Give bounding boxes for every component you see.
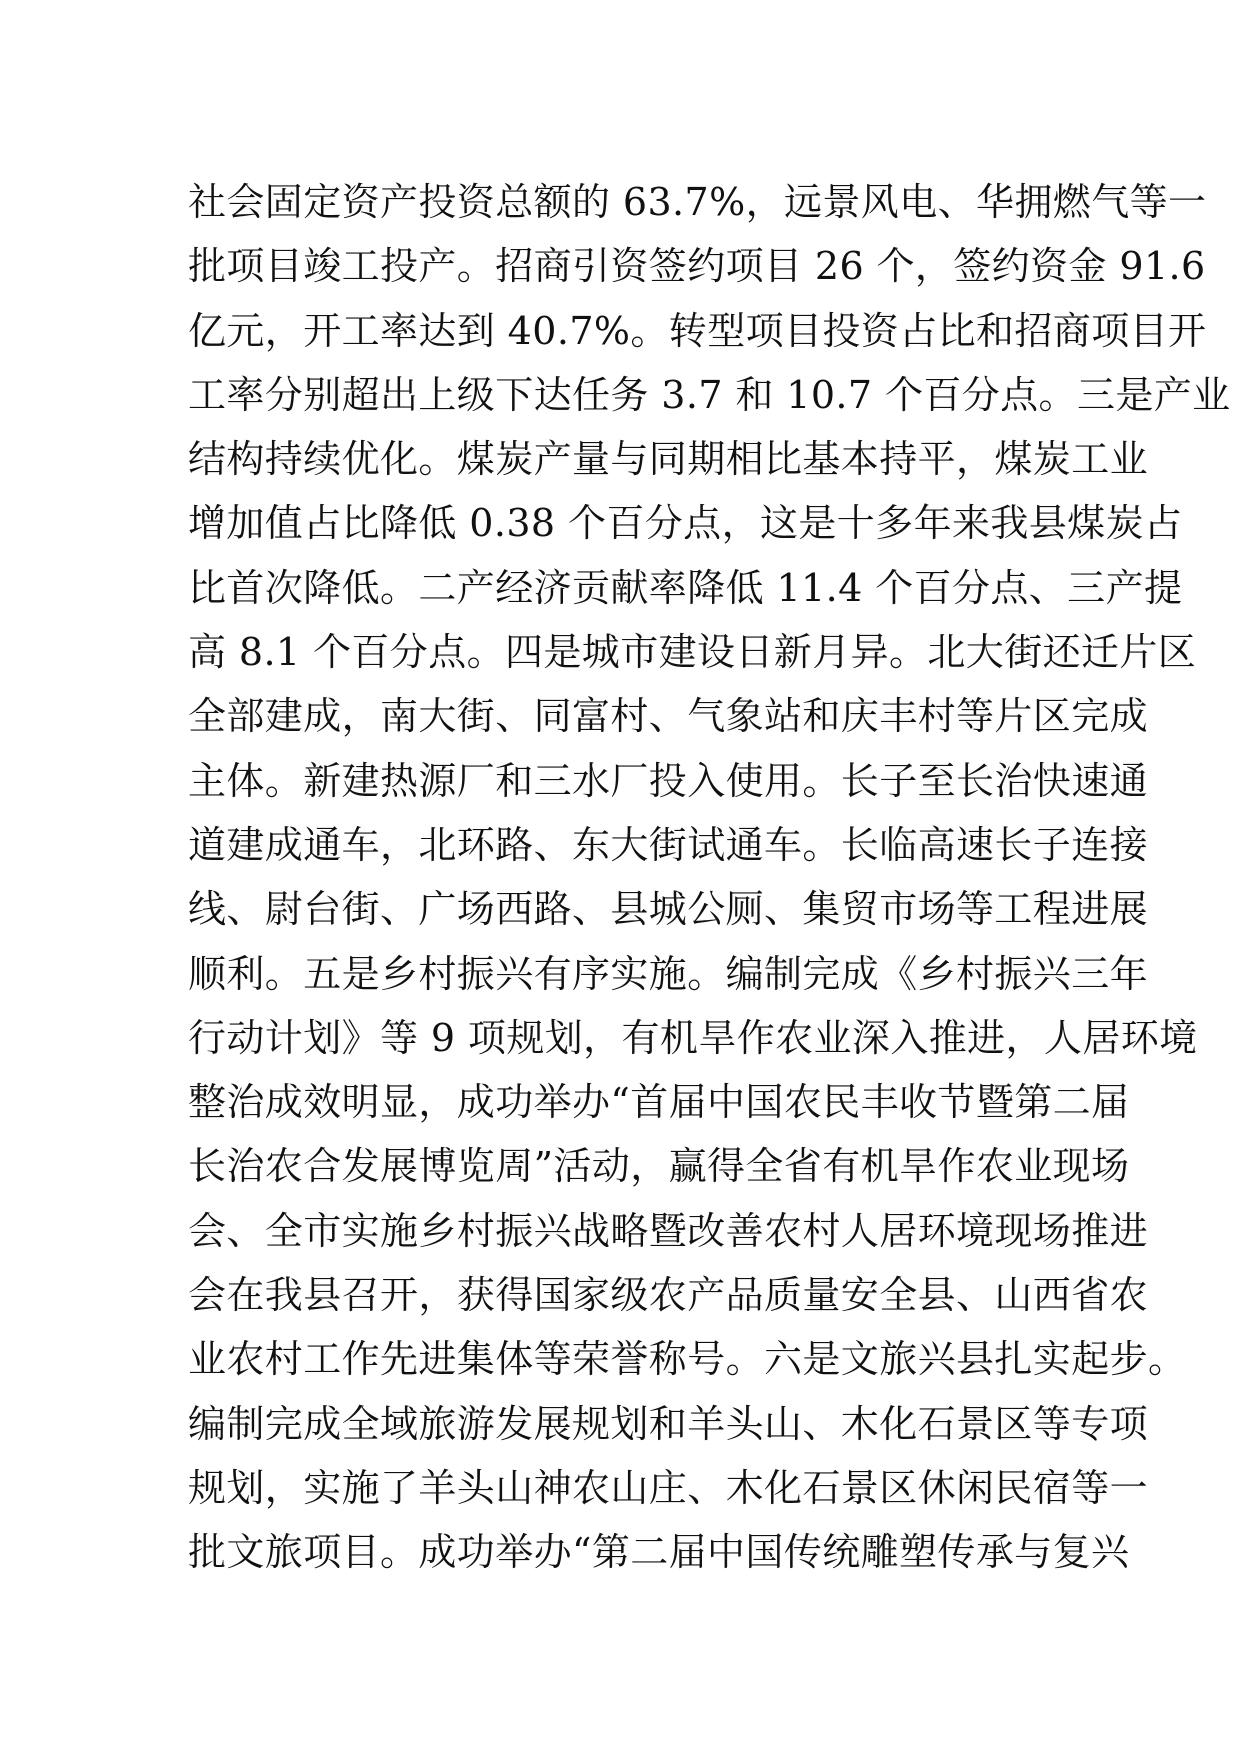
- text-line-16: 长治农合发展博览周”活动，赢得全省有机旱作农业现场: [188, 1144, 1130, 1189]
- text-line-17: 会、全市实施乡村振兴战略暨改善农村人居环境现场推进: [188, 1208, 1149, 1253]
- text-line-1: 社会固定资产投资总额的 63.7%，远景风电、华拥燃气等一: [188, 180, 1207, 224]
- text-line-2: 批项目竣工投产。招商引资签约项目 26 个，签约资金 91.6: [188, 244, 1206, 289]
- body-paragraph: [188, 170, 1231, 1585]
- text-line-9: 全部建成，南大街、同富村、气象站和庆丰村等片区完成: [188, 694, 1149, 739]
- text-line-12: 线、尉台街、广场西路、县城公厕、集贸市场等工程进展: [188, 887, 1149, 932]
- text-line-3: 亿元，开工率达到 40.7%。转型项目投资占比和招商项目开: [188, 308, 1207, 353]
- text-line-4: 工率分别超出上级下达任务 3.7 和 10.7 个百分点。三是产业: [188, 372, 1231, 417]
- text-line-18: 会在我县召开，获得国家级农产品质量安全县、山西省农: [188, 1273, 1149, 1318]
- text-line-5: 结构持续优化。煤炭产量与同期相比基本持平，煤炭工业: [188, 437, 1149, 482]
- text-line-11: 道建成通车，北环路、东大街试通车。长临高速长子连接: [188, 822, 1149, 867]
- text-line-8: 高 8.1 个百分点。四是城市建设日新月异。北大街还迁片区: [188, 630, 1197, 675]
- text-line-21: 规划，实施了羊头山神农山庄、木化石景区休闲民宿等一: [188, 1465, 1149, 1510]
- text-line-7: 比首次降低。二产经济贡献率降低 11.4 个百分点、三产提: [188, 565, 1183, 610]
- text-line-15: 整治成效明显，成功举办“首届中国农民丰收节暨第二届: [188, 1080, 1130, 1125]
- text-line-13: 顺利。五是乡村振兴有序实施。编制完成《乡村振兴三年: [188, 951, 1149, 996]
- text-line-6: 增加值占比降低 0.38 个百分点，这是十多年来我县煤炭占: [188, 501, 1183, 546]
- text-line-10: 主体。新建热源厂和三水厂投入使用。长子至长治快速通: [188, 758, 1149, 803]
- text-line-20: 编制完成全域旅游发展规划和羊头山、木化石景区等专项: [188, 1401, 1149, 1446]
- text-line-14: 行动计划》等 9 项规划，有机旱作农业深入推进，人居环境: [188, 1015, 1198, 1060]
- text-line-22: 批文旅项目。成功举办“第二届中国传统雕塑传承与复兴: [188, 1530, 1130, 1575]
- text-line-19: 业农村工作先进集体等荣誉称号。六是文旅兴县扎实起步。: [188, 1337, 1187, 1382]
